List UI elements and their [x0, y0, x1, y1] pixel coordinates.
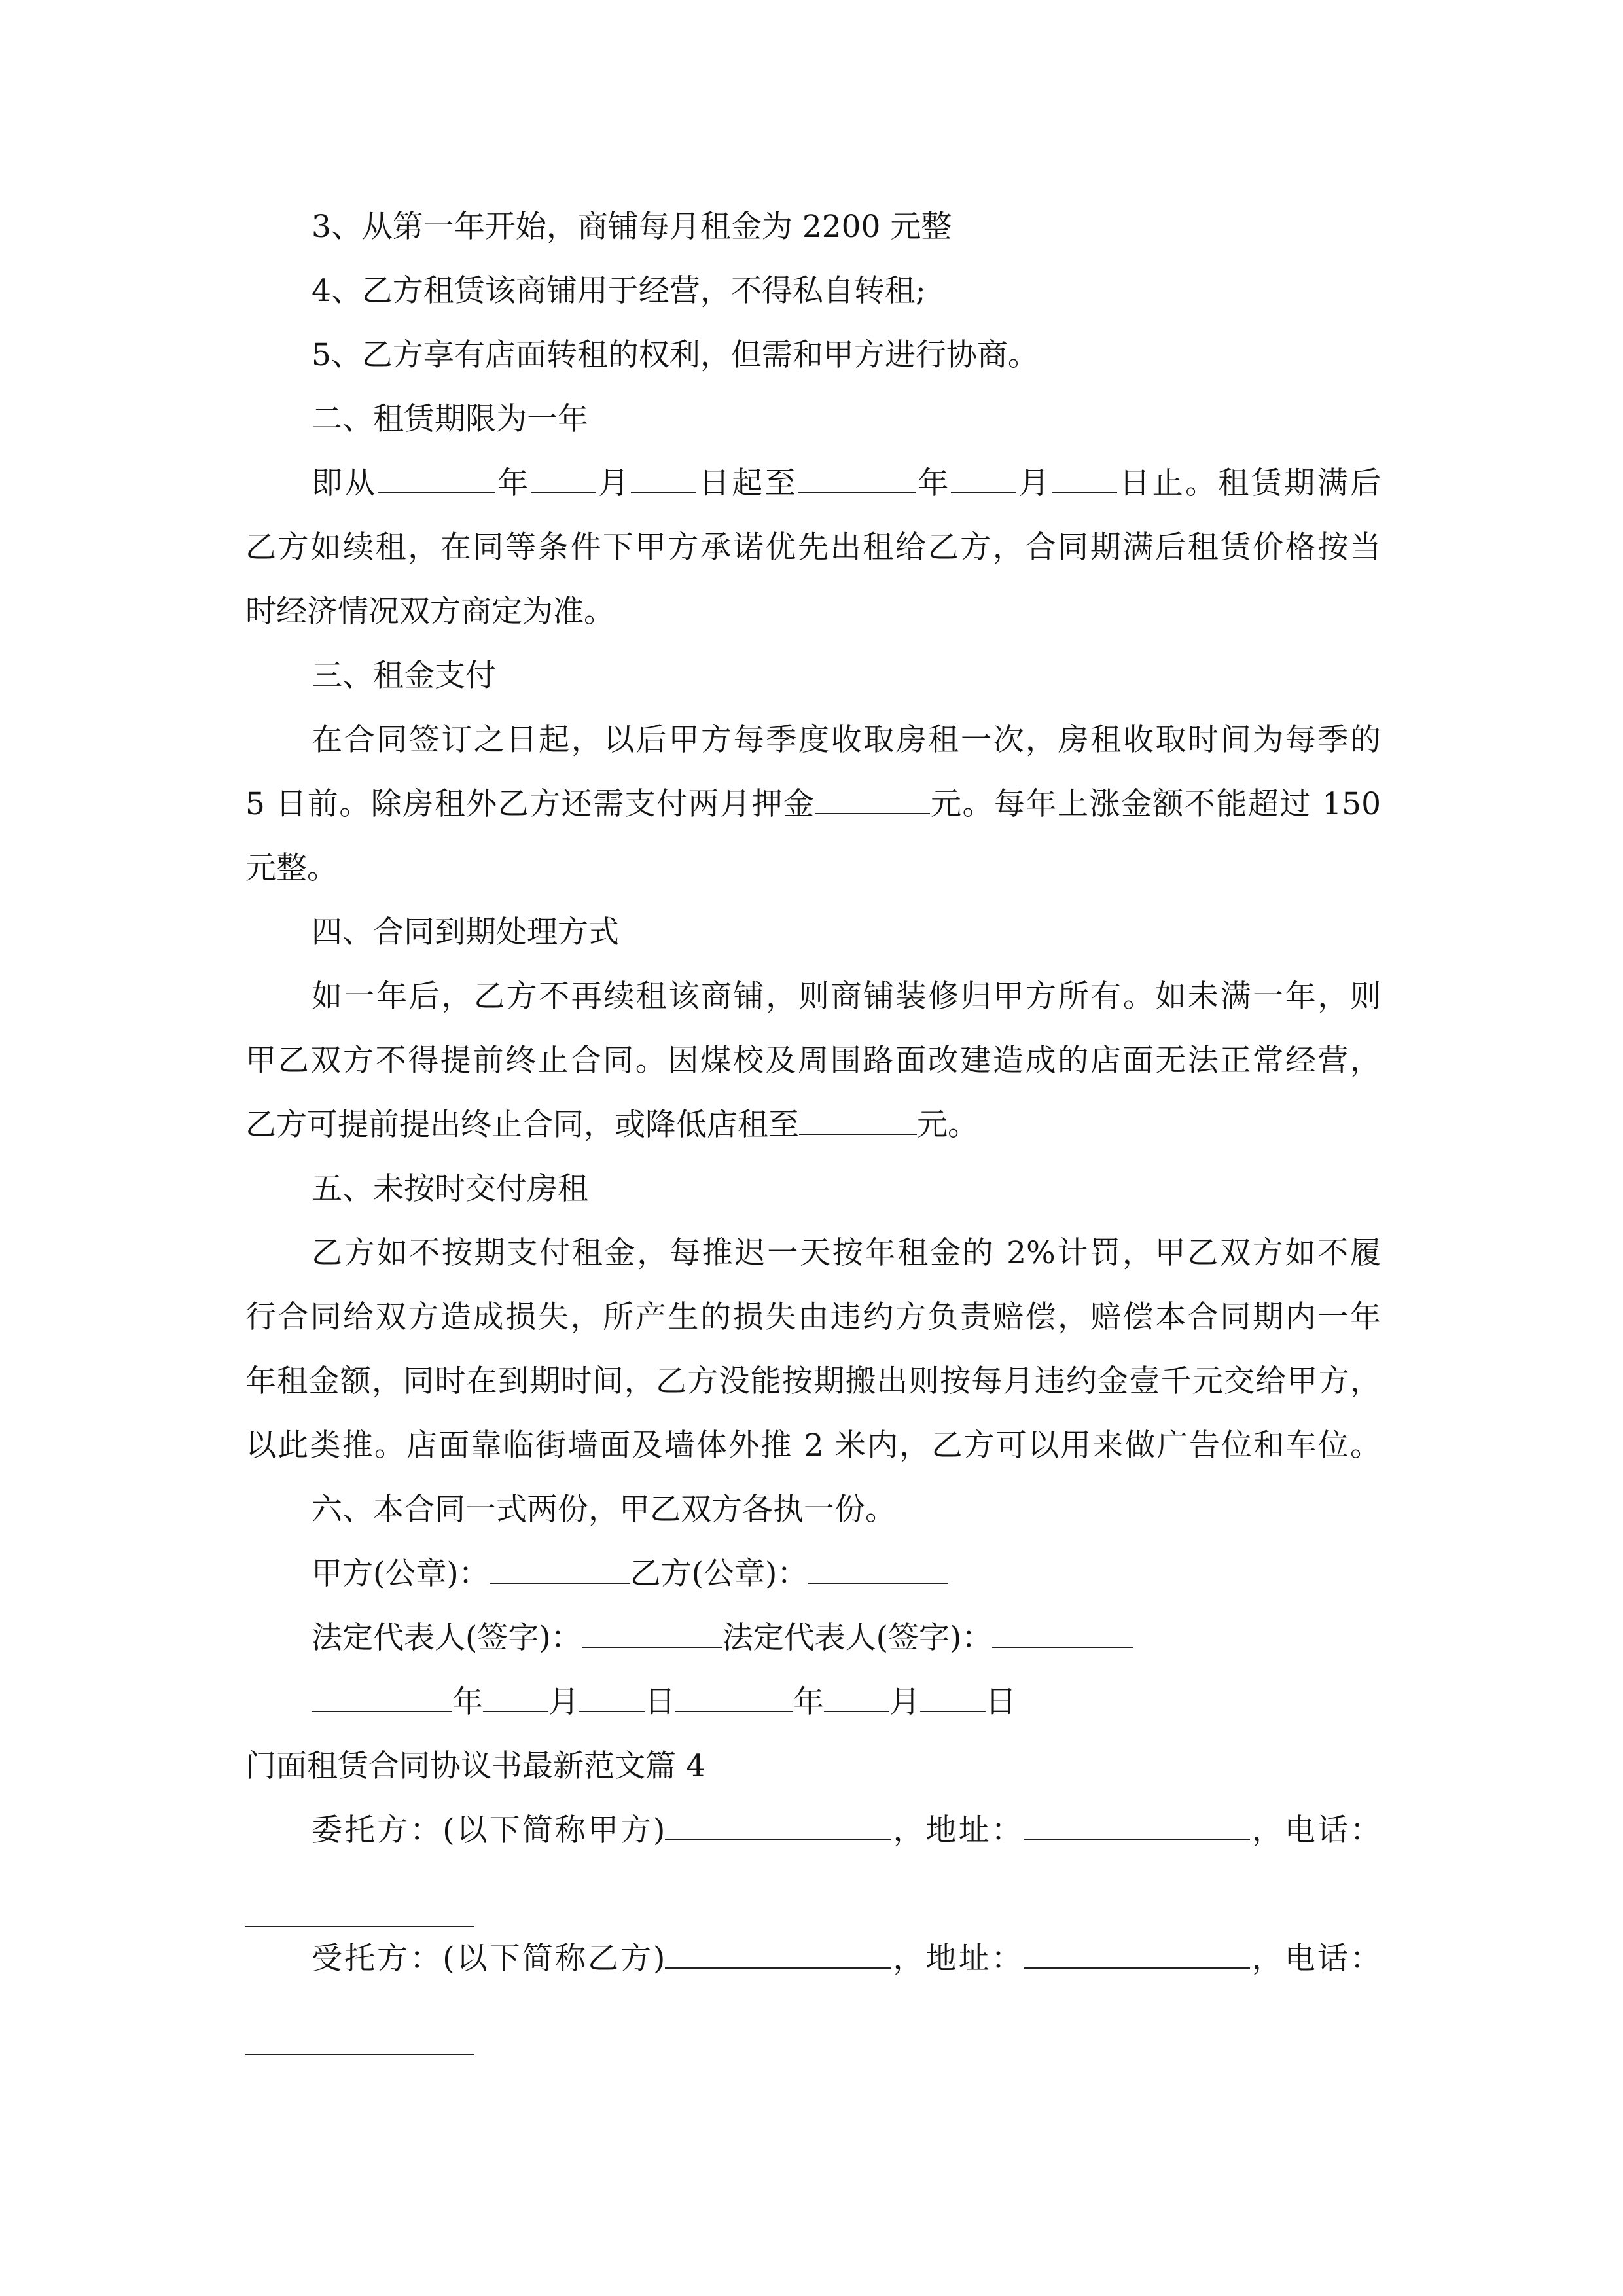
- blank-date-b-year: [675, 1686, 793, 1712]
- blank-date-b-month: [824, 1686, 889, 1712]
- blank-agent-address: [1024, 1943, 1250, 1969]
- blank-end-day: [1052, 467, 1117, 493]
- signature-seals: 甲方(公章)： 乙方(公章)：: [245, 1542, 1381, 1606]
- principal-line: 委托方：(以下简称甲方) ，地址： ，电话：: [312, 1812, 1381, 1848]
- blank-reduced-rent: [799, 1109, 917, 1135]
- blank-party-b-seal: [808, 1558, 948, 1584]
- rent-line-3: 元整。: [245, 850, 338, 886]
- blank-start-year: [378, 467, 495, 493]
- clause-4: 4、乙方租赁该商铺用于经营，不得私自转租;: [312, 273, 926, 309]
- blank-start-month: [531, 467, 596, 493]
- section-heading-expiry: 四、合同到期处理方式: [312, 914, 619, 950]
- section-heading-copies: 六、本合同一式两份，甲乙双方各执一份。: [312, 1492, 896, 1528]
- section-heading-late: 五、未按时交付房租: [312, 1171, 588, 1207]
- blank-end-year: [798, 467, 916, 493]
- rent-line-2: 5 日前。除房租外乙方还需支付两月押金 元。每年上涨金额不能超过 150: [245, 786, 1381, 822]
- blank-party-a-seal: [490, 1558, 630, 1584]
- signature-representatives: 法定代表人(签字)： 法定代表人(签字)：: [245, 1606, 1381, 1670]
- agent-phone-blank: [245, 1991, 1381, 2055]
- blank-principal-phone: [245, 1901, 474, 1927]
- term-line-3: 时经济情况双方商定为准。: [245, 594, 615, 630]
- signature-dates: 年 月 日 年 月 日: [245, 1670, 1381, 1734]
- blank-date-a-day: [579, 1686, 645, 1712]
- agent-line: 受托方：(以下简称乙方) ，地址： ，电话：: [312, 1941, 1381, 1977]
- blank-principal-address: [1024, 1814, 1250, 1840]
- section-title: 门面租赁合同协议书最新范文篇 4: [245, 1748, 705, 1784]
- expiry-line-1: 如一年后，乙方不再续租该商铺，则商铺装修归甲方所有。如未满一年，则: [312, 978, 1381, 1014]
- late-line-3: 年租金额，同时在到期时间，乙方没能按期搬出则按每月违约金壹千元交给甲方，: [245, 1363, 1381, 1399]
- clause-3: 3、从第一年开始，商铺每月租金为 2200 元整: [312, 209, 952, 245]
- blank-deposit: [815, 788, 930, 814]
- blank-rep-a-signature: [582, 1622, 722, 1648]
- section-heading-term: 二、租赁期限为一年: [312, 401, 588, 437]
- blank-date-a-year: [312, 1686, 452, 1712]
- blank-end-month: [951, 467, 1016, 493]
- rent-line-1: 在合同签订之日起，以后甲方每季度收取房租一次，房租收取时间为每季的: [312, 722, 1381, 758]
- blank-date-a-month: [483, 1686, 548, 1712]
- principal-phone-blank: [245, 1863, 1381, 1927]
- clause-5: 5、乙方享有店面转租的权利，但需和甲方进行协商。: [312, 337, 1039, 373]
- blank-rep-b-signature: [992, 1622, 1133, 1648]
- term-line-2: 乙方如续租，在同等条件下甲方承诺优先出租给乙方，合同期满后租赁价格按当: [245, 529, 1381, 565]
- blank-start-day: [631, 467, 696, 493]
- blank-date-b-day: [920, 1686, 986, 1712]
- expiry-line-3: 乙方可提前提出终止合同，或降低店租至 元。: [245, 1107, 978, 1143]
- blank-agent-name: [665, 1943, 891, 1969]
- blank-principal-name: [665, 1814, 891, 1840]
- expiry-line-2: 甲乙双方不得提前终止合同。因煤校及周围路面改建造成的店面无法正常经营，: [245, 1043, 1381, 1079]
- section-heading-rent: 三、租金支付: [312, 658, 496, 694]
- late-line-1: 乙方如不按期支付租金，每推迟一天按年租金的 2%计罚，甲乙双方如不履: [312, 1235, 1381, 1271]
- late-line-4: 以此类推。店面靠临街墙面及墙体外推 2 米内，乙方可以用来做广告位和车位。: [245, 1427, 1381, 1463]
- late-line-2: 行合同给双方造成损失，所产生的损失由违约方负责赔偿，赔偿本合同期内一年: [245, 1299, 1381, 1335]
- term-dates-line: 即从 年 月 日起至 年 月 日止。租赁期满后: [312, 465, 1382, 501]
- blank-agent-phone: [245, 2029, 474, 2055]
